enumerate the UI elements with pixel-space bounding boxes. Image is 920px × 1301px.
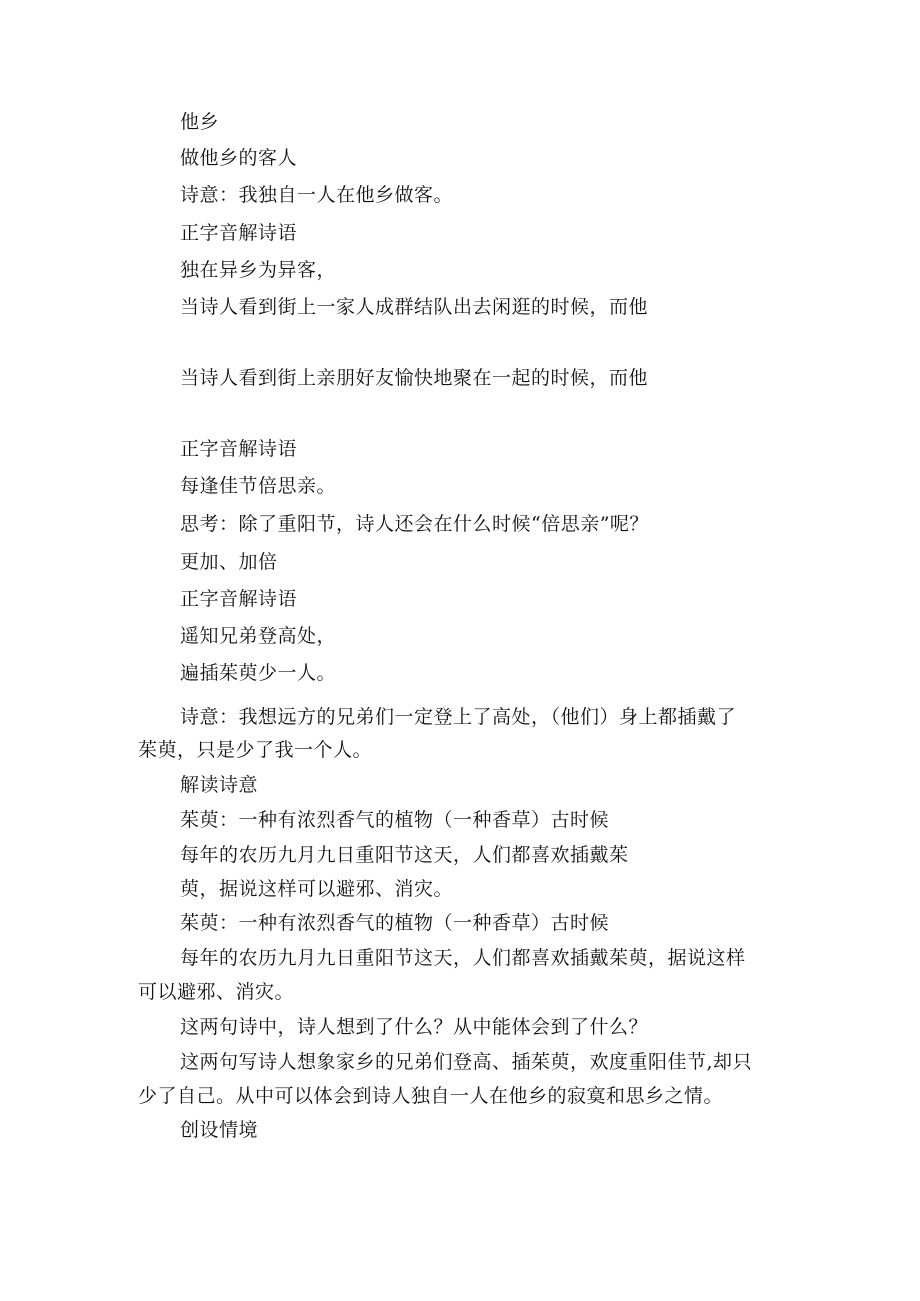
- text-line: 独在异乡为异客，: [180, 259, 337, 281]
- text-line: 正字音解诗语: [180, 222, 298, 244]
- text-line: 解读诗意: [180, 774, 259, 796]
- text-line: 更加、加倍: [180, 551, 278, 573]
- text-line: 诗意：我想远方的兄弟们一定登上了高处，（他们）身上都插戴了: [180, 706, 737, 728]
- text-line: 萸，据说这样可以避邪、消灾。: [180, 878, 454, 900]
- text-line: 茱萸，只是少了我一个人。: [138, 739, 373, 761]
- text-line: 少了自己。从中可以体会到诗人独自一人在他乡的寂寞和思乡之情。: [138, 1085, 724, 1107]
- text-line: 茱萸：一种有浓烈香气的植物（一种香草）古时候: [180, 912, 610, 934]
- text-line: 当诗人看到街上一家人成群结队出去闲逛的时候，而他: [180, 296, 649, 318]
- text-line: 遥知兄弟登高处，: [180, 625, 337, 647]
- text-line: 他乡: [180, 111, 220, 133]
- text-line: 茱萸：一种有浓烈香气的植物（一种香草）古时候: [180, 809, 610, 831]
- text-line: 这两句诗中，诗人想到了什么？从中能体会到了什么？: [180, 1016, 649, 1038]
- text-line: 每逢佳节倍思亲。: [180, 475, 337, 497]
- text-line: 可以避邪、消灾。: [138, 981, 295, 1003]
- text-line: 创设情境: [180, 1119, 259, 1141]
- text-line: 这两句写诗人想象家乡的兄弟们登高、插茱萸，欢度重阳佳节,却只: [180, 1051, 753, 1073]
- text-line: 每年的农历九月九日重阳节这天，人们都喜欢插戴茱萸，据说这样: [180, 947, 746, 969]
- text-line: 诗意：我独自一人在他乡做客。: [180, 184, 454, 206]
- text-line: 正字音解诗语: [180, 588, 298, 610]
- text-line: 正字音解诗语: [180, 438, 298, 460]
- text-line: 思考：除了重阳节，诗人还会在什么时候“倍思亲”呢？: [180, 513, 649, 535]
- text-line: 做他乡的客人: [180, 147, 298, 169]
- text-line: 每年的农历九月九日重阳节这天，人们都喜欢插戴茱: [180, 844, 629, 866]
- text-line: 遍插茱萸少一人。: [180, 662, 337, 684]
- text-line: 当诗人看到街上亲朋好友愉快地聚在一起的时候，而他: [180, 367, 649, 389]
